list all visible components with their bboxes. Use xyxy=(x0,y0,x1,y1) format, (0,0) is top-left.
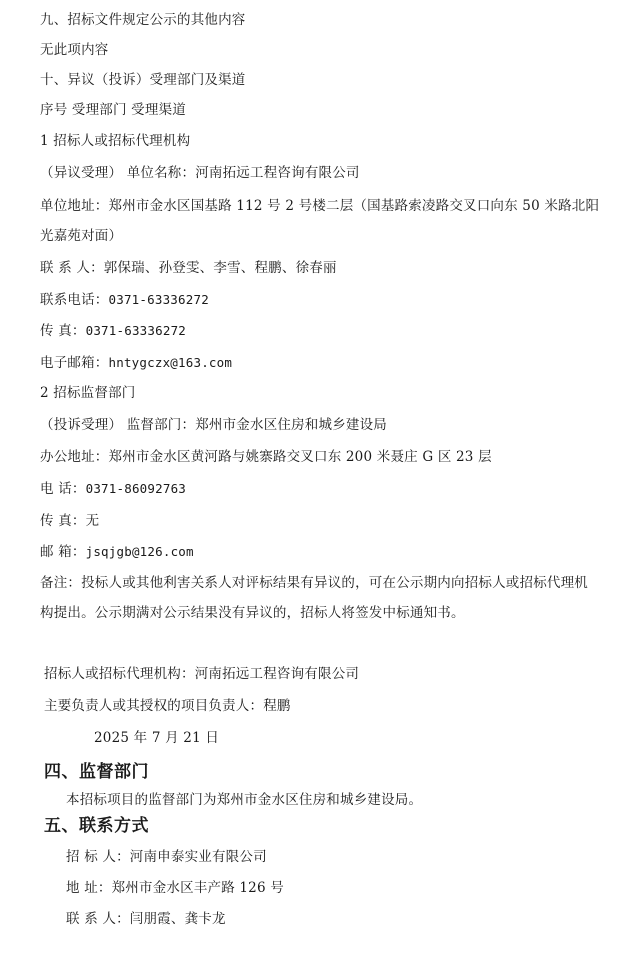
item1-phone-row xyxy=(40,291,209,309)
item2-phone-label: 电 话： xyxy=(40,481,86,497)
section9-content: 无此项内容 xyxy=(40,42,109,58)
section4-content: 本招标项目的监督部门为郑州市金水区住房和城乡建设局。 xyxy=(66,792,423,808)
item1-email-label: 电子邮箱： xyxy=(40,355,109,371)
item2-phone-row xyxy=(40,480,186,498)
item1-fax: 0371-63336272 xyxy=(85,323,187,338)
item2-address: 办公地址：郑州市金水区黄河路与姚寨路交叉口东 200 米聂庄 G 区 23 层 xyxy=(40,449,492,465)
item1-fax-label: 传 真： xyxy=(40,323,86,339)
signature-date: 2025 年 7 月 21 日 xyxy=(94,730,220,746)
section5-address: 地 址：郑州市金水区丰产路 126 号 xyxy=(66,880,284,896)
signature-responsible: 主要负责人或其授权的项目负责人：程鹏 xyxy=(44,698,291,714)
item1-unit: （异议受理） 单位名称：河南拓远工程咨询有限公司 xyxy=(40,165,360,181)
item2-email-row xyxy=(40,543,194,561)
item2-phone: 0371-86092763 xyxy=(85,481,187,496)
item1-email-row xyxy=(40,354,232,372)
item2-fax: 传 真：无 xyxy=(40,513,100,529)
item2-email: jsqjgb@126.com xyxy=(85,544,194,559)
section5-tenderer: 招 标 人：河南申泰实业有限公司 xyxy=(66,849,267,865)
item1-phone: 0371-63336272 xyxy=(108,292,209,307)
section10-title: 十、异议（投诉）受理部门及渠道 xyxy=(40,72,246,88)
section9-title: 九、招标文件规定公示的其他内容 xyxy=(40,12,246,28)
item2-email-label: 邮 箱： xyxy=(40,544,86,560)
item1-address-line1: 单位地址：郑州市金水区国基路 112 号 2 号楼二层（国基路索凌路交叉口向东 50 米路北阳 xyxy=(40,198,600,214)
note-line1: 备注：投标人或其他利害关系人对评标结果有异议的，可在公示期内向招标人或招标代理机 xyxy=(40,575,588,591)
item1-email: hntygczx@163.com xyxy=(108,355,233,370)
section5-title: 五、联系方式 xyxy=(44,816,149,836)
section10-columns: 序号 受理部门 受理渠道 xyxy=(40,102,186,118)
signature-agency: 招标人或招标代理机构：河南拓远工程咨询有限公司 xyxy=(44,666,360,682)
item2-unit: （投诉受理） 监督部门：郑州市金水区住房和城乡建设局 xyxy=(40,417,387,433)
item1-title: 1 招标人或招标代理机构 xyxy=(40,133,191,149)
item1-contacts: 联 系 人：郭保瑞、孙登雯、李雪、程鹏、徐春丽 xyxy=(40,260,337,276)
item1-address-line2: 光嘉苑对面） xyxy=(40,228,123,244)
item1-phone-label: 联系电话： xyxy=(40,292,109,308)
section5-contacts: 联 系 人：闫朋霞、龚卡龙 xyxy=(66,911,226,927)
item2-title: 2 招标监督部门 xyxy=(40,385,136,401)
section4-title: 四、监督部门 xyxy=(44,762,149,782)
item1-fax-row xyxy=(40,322,186,340)
note-line2: 构提出。公示期满对公示结果没有异议的，招标人将签发中标通知书。 xyxy=(40,605,465,621)
